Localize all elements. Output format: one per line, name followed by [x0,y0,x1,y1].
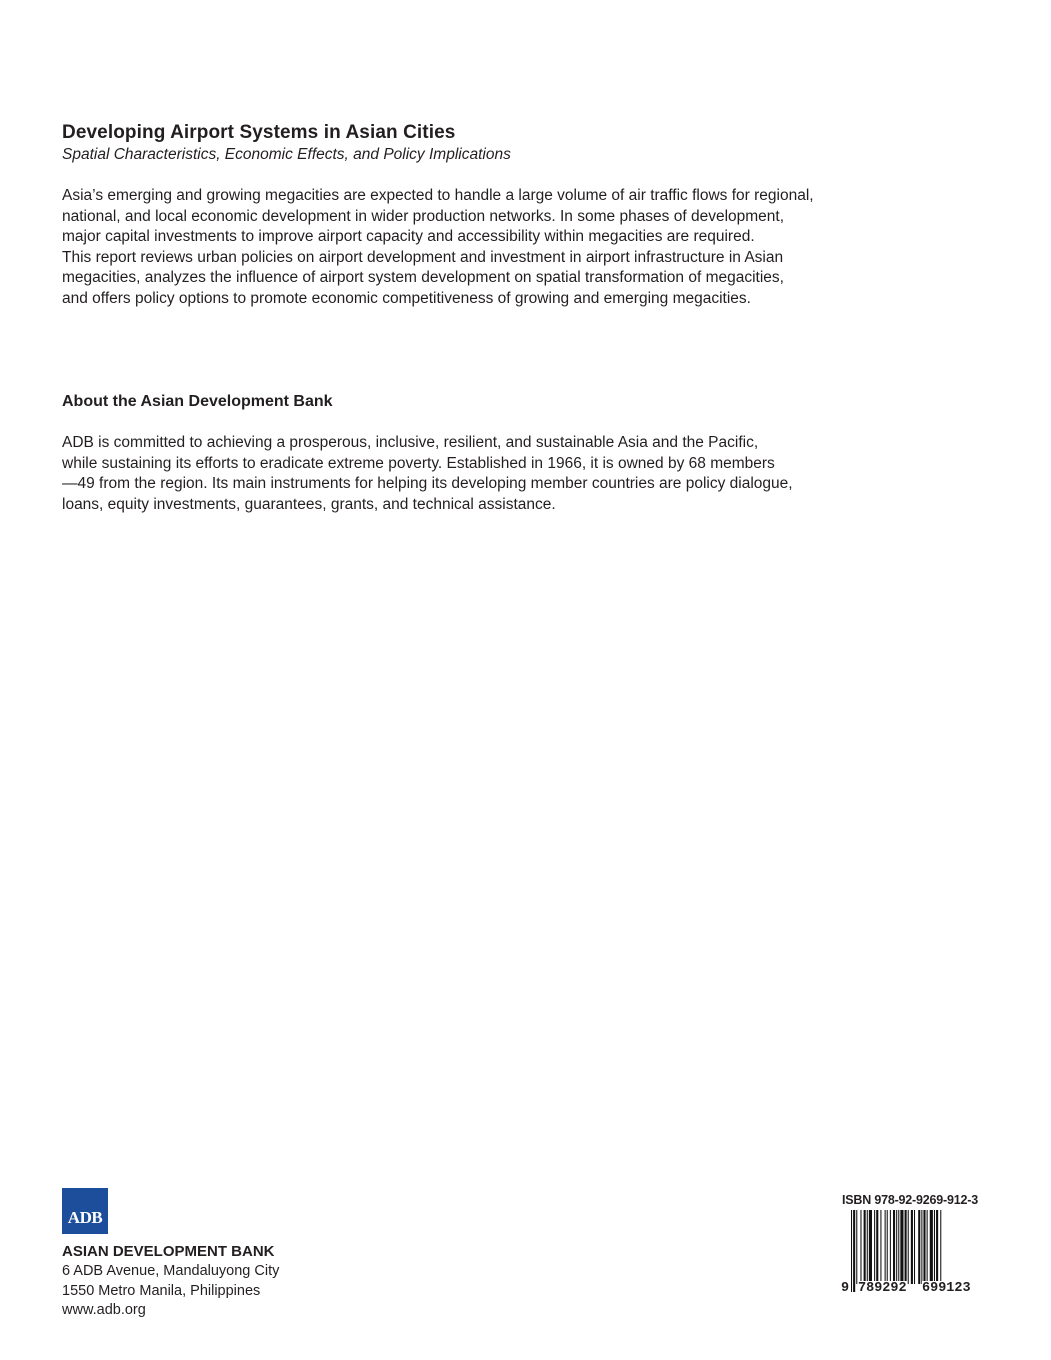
barcode-bar [851,1210,852,1292]
barcode-bar [869,1210,872,1284]
barcode-bar [921,1210,922,1284]
publisher-website: www.adb.org [62,1302,146,1319]
barcode-bar [898,1210,899,1292]
barcode-bars [848,1210,982,1292]
barcode-bar [853,1210,855,1292]
summary-line: Asia’s emerging and growing megacities are expected to handle a large volume of air traffic flows for regional, [62,187,814,204]
barcode-digits-left: 789292 [858,1281,907,1296]
barcode-digit-lead: 9 [841,1281,850,1296]
barcode-bar [934,1210,935,1284]
barcode-bar [896,1210,897,1292]
barcode-bar [893,1210,895,1284]
barcode-bar [887,1210,888,1284]
isbn-label: ISBN 978-92-9269-912-3 [842,1193,978,1207]
barcode-bar [914,1210,915,1284]
barcode-bar [908,1210,909,1284]
barcode-digits-right: 699123 [922,1281,971,1296]
adb-logo [62,1188,108,1234]
about-line: ADB is committed to achieving a prosperous, inclusive, resilient, and sustainable Asia and the Pacific, [62,434,759,451]
barcode-bar [918,1210,920,1284]
about-line: —49 from the region. Its main instruments for helping its developing member countries are policy dialogue, [62,475,793,493]
barcode-bar [860,1210,861,1284]
summary-line: This report reviews urban policies on airport development and investment in airport infrastructure in Asian [62,248,784,266]
summary-line: and offers policy options to promote economic competitiveness of growing and emerging megacities. [62,289,751,307]
book-subtitle: Spatial Characteristics, Economic Effects, and Policy Implications [62,146,511,163]
about-paragraph [62,433,793,515]
barcode-bar [890,1210,891,1284]
barcode-bar [876,1210,878,1284]
publisher-address [62,1242,279,1321]
about-heading: About the Asian Development Bank [62,393,333,410]
summary-line: major capital investments to improve airport capacity and accessibility within megacities are required. [62,228,755,246]
address-line-1: 6 ADB Avenue, Mandaluyong City [62,1262,280,1279]
summary-line: megacities, analyzes the influence of airport system development on spatial transformation of megacities, [62,269,784,287]
summary-paragraph [62,186,814,310]
barcode-bar [885,1210,886,1284]
barcode-bar [905,1210,907,1284]
barcode-bar [923,1210,925,1284]
barcode-bar [864,1210,866,1284]
barcode-bar [867,1210,868,1284]
about-line: while sustaining its efforts to eradicate extreme poverty. Established in 1966, it is owned by 68 members [62,454,775,472]
about-line: loans, equity investments, guarantees, grants, and technical assistance. [62,495,556,513]
barcode-bar [927,1210,928,1284]
isbn-barcode [842,1193,988,1303]
summary-line: national, and local economic development in wider production networks. In some phases of development, [62,207,785,225]
barcode-bar [874,1210,875,1284]
barcode-bar [930,1210,933,1284]
barcode-bar [936,1210,938,1284]
adb-logo-text: ADB [67,1208,103,1227]
address-line-2: 1550 Metro Manila, Philippines [62,1282,261,1299]
barcode-bar [880,1210,881,1284]
book-title: Developing Airport Systems in Asian Cities [62,122,456,143]
barcode-bar [856,1210,857,1284]
publisher-name: ASIAN DEVELOPMENT BANK [62,1243,275,1260]
barcode-bar [940,1210,941,1292]
barcode-bar [900,1210,903,1284]
barcode-bar [911,1210,913,1284]
